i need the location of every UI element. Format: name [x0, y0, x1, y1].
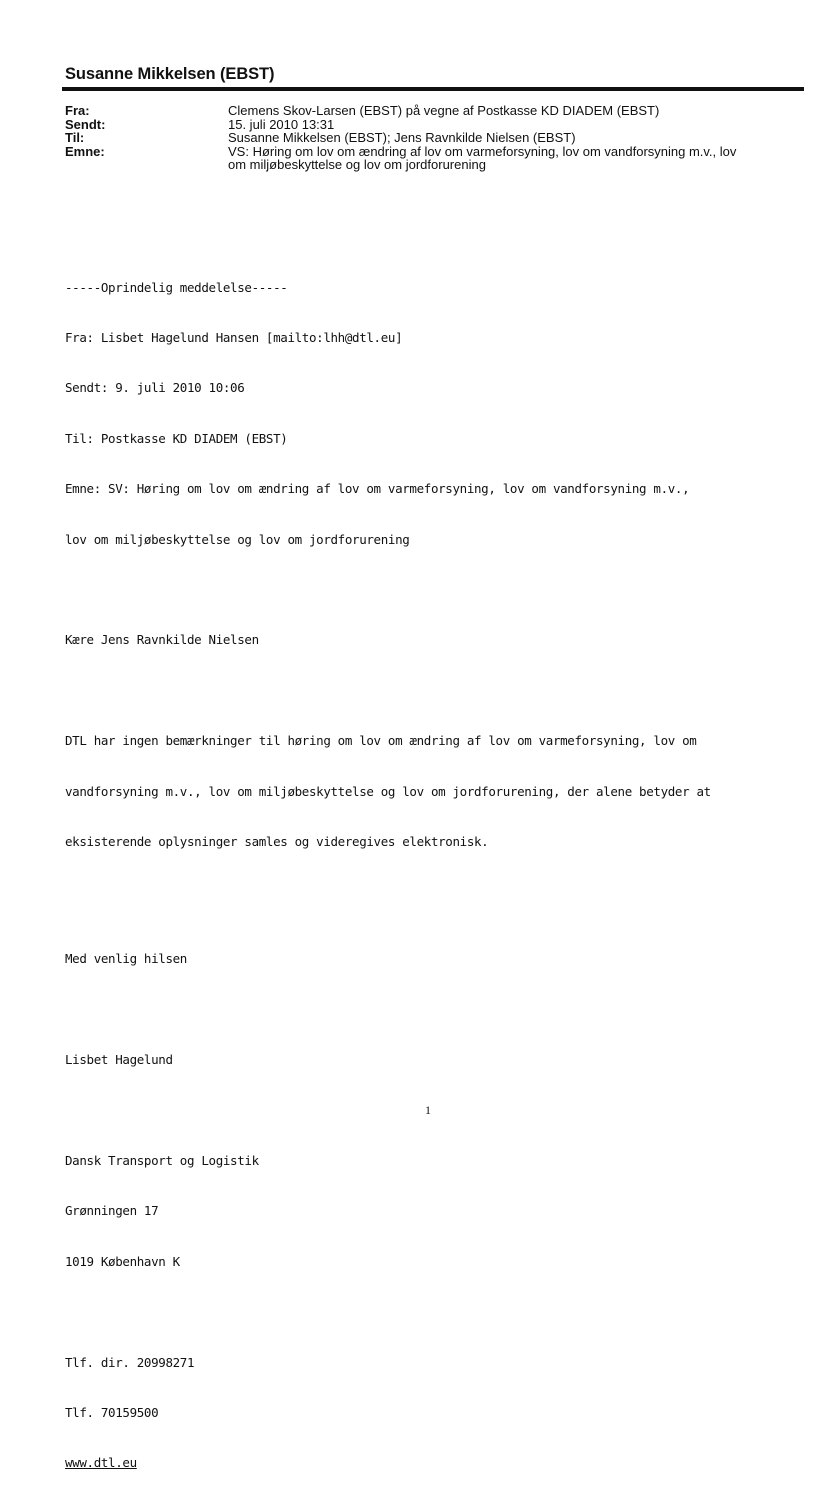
subject-value — [228, 145, 805, 172]
page-number: 1 — [425, 1103, 431, 1117]
mailbox-owner-heading: Susanne Mikkelsen (EBST) — [65, 65, 275, 83]
greeting: Kære Jens Ravnkilde Nielsen — [65, 632, 259, 648]
website-link[interactable]: www.dtl.eu — [65, 1455, 137, 1471]
paragraph-line-2: vandforsyning m.v., lov om miljøbeskyttelse og lov om jordforurening, der alene betyder at — [65, 783, 711, 799]
spacer — [65, 582, 810, 599]
subject-line-2: om miljøbeskyttelse og lov om jordforurening — [228, 157, 486, 172]
paragraph-line-1: DTL har ingen bemærkninger til høring om lov om ændring af lov om varmeforsyning, lov om — [65, 733, 697, 749]
spacer — [65, 1304, 810, 1321]
header-divider — [62, 87, 804, 91]
from-label: Fra: — [65, 103, 90, 118]
original-to: Til: Postkasse KD DIADEM (EBST) — [65, 430, 288, 446]
paragraph-line-3: eksisterende oplysninger samles og videregives elektronisk. — [65, 833, 489, 849]
original-subject-line-2: lov om miljøbeskyttelse og lov om jordforurening — [65, 531, 410, 547]
subject-row — [65, 145, 805, 172]
message-body — [65, 246, 810, 1489]
original-sent: Sendt: 9. juli 2010 10:06 — [65, 380, 245, 396]
signature-street: Grønningen 17 — [65, 1203, 159, 1219]
closing: Med venlig hilsen — [65, 951, 187, 967]
signature-company: Dansk Transport og Logistik — [65, 1153, 259, 1169]
from-value: Clemens Skov-Larsen (EBST) på vegne af Postkasse KD DIADEM (EBST) — [228, 103, 660, 118]
sent-row — [65, 118, 805, 132]
to-label: Til: — [65, 130, 85, 145]
email-header — [65, 104, 805, 172]
spacer — [65, 1002, 810, 1019]
original-message-separator: -----Oprindelig meddelelse----- — [65, 279, 288, 295]
spacer — [65, 884, 810, 918]
signature-phone-direct: Tlf. dir. 20998271 — [65, 1354, 195, 1370]
sent-label: Sendt: — [65, 116, 106, 132]
to-row — [65, 131, 805, 145]
subject-line-1: VS: Høring om lov om ændring af lov om varmeforsyning, lov om vandforsyning m.v., lov — [228, 143, 737, 159]
spacer — [65, 683, 810, 700]
signature-city: 1019 København K — [65, 1253, 180, 1269]
original-from: Fra: Lisbet Hagelund Hansen [mailto:lhh@dtl.eu] — [65, 329, 403, 345]
to-value: Susanne Mikkelsen (EBST); Jens Ravnkilde Nielsen (EBST) — [228, 130, 576, 145]
signature-phone: Tlf. 70159500 — [65, 1404, 159, 1420]
subject-label: Emne: — [65, 143, 105, 159]
sent-value: 15. juli 2010 13:31 — [228, 116, 335, 132]
from-row — [65, 104, 805, 118]
sender-name: Lisbet Hagelund — [65, 1052, 173, 1068]
original-subject-line-1: Emne: SV: Høring om lov om ændring af lov om varmeforsyning, lov om vandforsyning m.v., — [65, 481, 690, 497]
